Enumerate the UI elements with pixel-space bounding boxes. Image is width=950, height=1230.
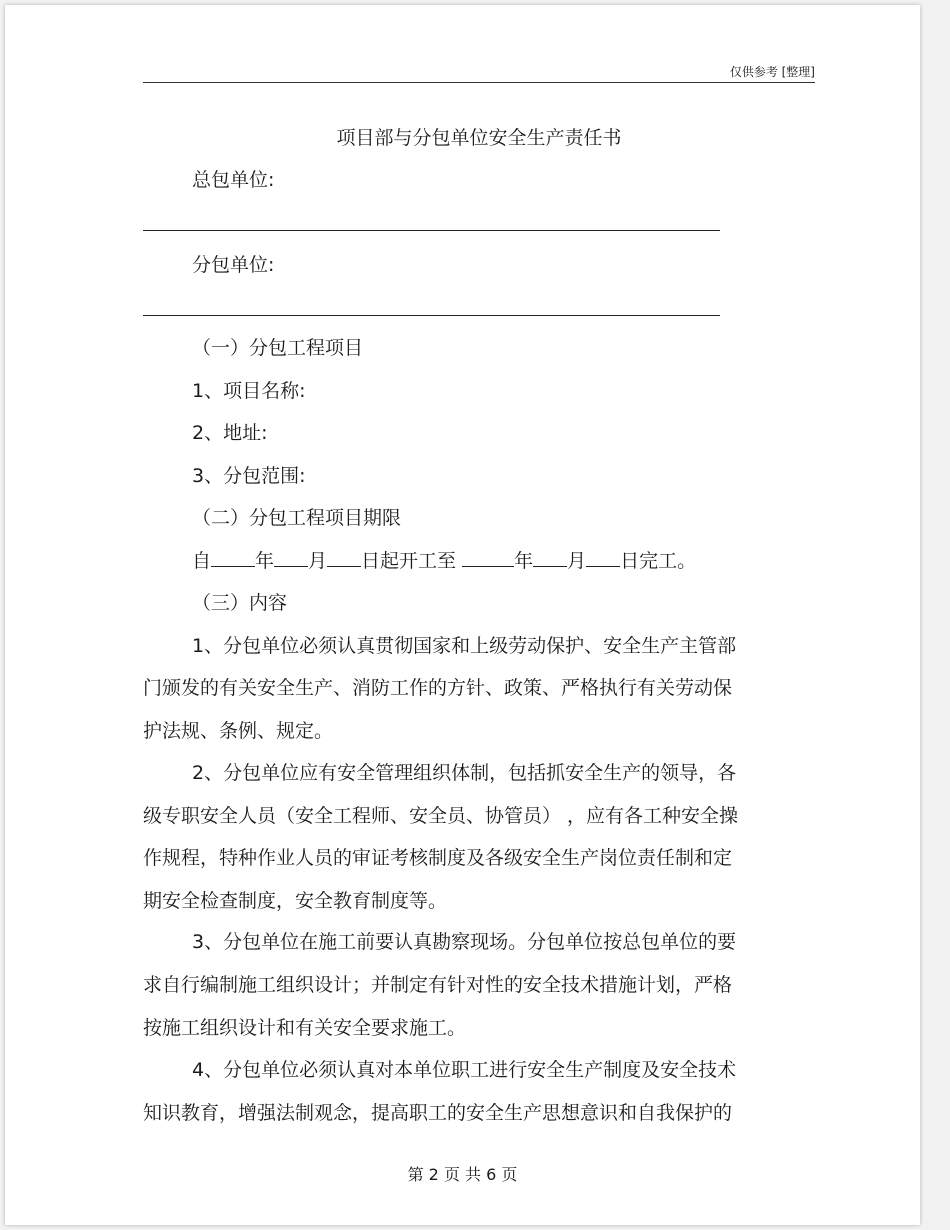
end-year-blank (462, 550, 514, 567)
period-year: 年 (255, 550, 275, 572)
page-footer: 第 2 页 共 6 页 (407, 1165, 518, 1184)
start-month-blank (274, 550, 308, 567)
end-month-blank (533, 550, 567, 567)
period-month-2: 月 (567, 550, 587, 572)
section2-heading: （二）分包工程项目期限 (192, 507, 402, 529)
document-page (5, 5, 920, 1225)
paragraph-line: 级专职安全人员（安全工程师、安全员、协管员） ，应有各工种安全操 (143, 805, 739, 827)
paragraph-line: 作规程，特种作业人员的审证考核制度及各级安全生产岗位责任制和定 (143, 847, 733, 869)
section1-heading: （一）分包工程项目 (192, 337, 364, 359)
subcontractor-label: 分包单位: (192, 254, 275, 276)
period-year-2: 年 (514, 550, 534, 572)
paragraph-line: 1、分包单位必须认真贯彻国家和上级劳动保护、安全生产主管部 (192, 635, 737, 657)
header-divider (143, 82, 815, 83)
subcontractor-blank (143, 315, 720, 316)
period-start: 日起开工至 (361, 550, 457, 572)
paragraph-line: 按施工组织设计和有关安全要求施工。 (143, 1017, 467, 1039)
paragraph-line: 期安全检查制度，安全教育制度等。 (143, 890, 448, 912)
start-day-blank (327, 550, 361, 567)
paragraph-line: 2、分包单位应有安全管理组织体制，包括抓安全生产的领导，各 (192, 762, 737, 784)
paragraph-line: 3、分包单位在施工前要认真勘察现场。分包单位按总包单位的要 (192, 931, 737, 953)
paragraph-line: 求自行编制施工组织设计；并制定有针对性的安全技术措施计划，严格 (143, 974, 733, 996)
period-month: 月 (308, 550, 328, 572)
section3-heading: （三）内容 (192, 592, 288, 614)
period-line (192, 546, 696, 573)
general-contractor-blank (143, 230, 720, 231)
period-end: 日完工。 (620, 550, 697, 572)
period-from: 自 (192, 550, 212, 572)
document-title: 项目部与分包单位安全生产责任书 (336, 127, 622, 149)
page-header: 仅供参考 [整理] (729, 65, 815, 79)
general-contractor-label: 总包单位: (192, 169, 275, 191)
scope-item: 3、分包范围: (192, 465, 306, 487)
start-year-blank (211, 550, 255, 567)
address-item: 2、地址: (192, 422, 268, 444)
end-day-blank (586, 550, 620, 567)
paragraph-line: 4、分包单位必须认真对本单位职工进行安全生产制度及安全技术 (192, 1059, 737, 1081)
paragraph-line: 门颁发的有关安全生产、消防工作的方针、政策、严格执行有关劳动保 (143, 677, 733, 699)
paragraph-line: 护法规、条例、规定。 (143, 720, 334, 742)
project-name-item: 1、项目名称: (192, 380, 306, 402)
paragraph-line: 知识教育，增强法制观念，提高职工的安全生产思想意识和自我保护的 (143, 1102, 733, 1124)
